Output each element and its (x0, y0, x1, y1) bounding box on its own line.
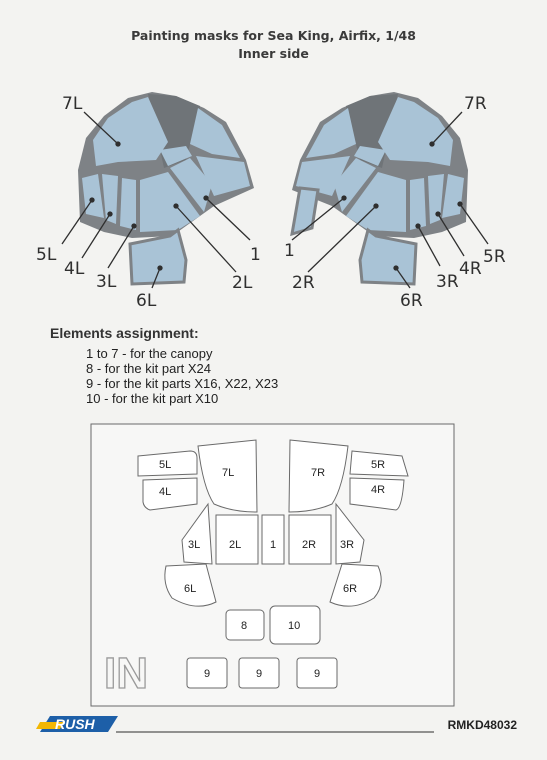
mask-label-7r: 7R (311, 467, 326, 479)
sheet-subtitle: Inner side (238, 46, 309, 61)
label-1-left: 1 (250, 245, 261, 265)
label-5l: 5L (36, 245, 57, 265)
assignment-list (86, 346, 278, 406)
in-marker: IN (104, 649, 148, 698)
label-4l: 4L (64, 259, 85, 279)
pane-3l (120, 178, 136, 230)
mask-label-5l: 5L (159, 459, 172, 471)
assignment-item: 1 to 7 - for the canopy (86, 346, 213, 361)
brand-logo: RUSH (55, 716, 95, 732)
mask-label-4r: 4R (371, 484, 386, 496)
assignment-item: 9 - for the kit parts X16, X22, X23 (86, 376, 279, 391)
mask-label-2l: 2L (229, 539, 242, 551)
pane-6r (360, 230, 416, 284)
mask-label-3l: 3L (188, 539, 201, 551)
mask-label-6l: 6L (184, 583, 197, 595)
mask-label-5r: 5R (371, 459, 386, 471)
mask-label-1: 1 (270, 539, 277, 551)
label-2l: 2L (232, 273, 253, 293)
label-3l: 3L (96, 272, 117, 292)
label-3r: 3R (436, 272, 459, 292)
label-1-right: 1 (284, 241, 295, 261)
mask-label-10: 10 (288, 620, 301, 632)
label-4r: 4R (459, 259, 482, 279)
label-5r: 5R (483, 247, 506, 267)
label-7l: 7L (62, 94, 83, 114)
left-canopy (78, 92, 254, 284)
assignment-item: 8 - for the kit part X24 (86, 361, 212, 376)
mask-label-7l: 7L (222, 467, 235, 479)
sheet-title: Painting masks for Sea King, Airfix, 1/48 (131, 28, 416, 43)
mask-label-9a: 9 (204, 668, 211, 680)
mask-label-6r: 6R (343, 583, 358, 595)
footer (36, 716, 434, 732)
right-canopy (292, 92, 468, 284)
label-2r: 2R (292, 273, 315, 293)
label-7r: 7R (464, 94, 487, 114)
mask-label-9c: 9 (314, 668, 321, 680)
label-6l: 6L (136, 291, 157, 311)
mask-label-8: 8 (241, 620, 248, 632)
assignment-heading: Elements assignment: (50, 325, 199, 341)
mask-label-4l: 4L (159, 486, 172, 498)
mask-label-3r: 3R (340, 539, 355, 551)
pane-6l (130, 230, 186, 284)
product-code: RMKD48032 (447, 718, 517, 732)
label-6r: 6R (400, 291, 423, 311)
mask-label-2r: 2R (302, 539, 317, 551)
mask-label-9b: 9 (256, 668, 263, 680)
pane-3r (410, 178, 426, 230)
assignment-item: 10 - for the kit part X10 (86, 391, 219, 406)
